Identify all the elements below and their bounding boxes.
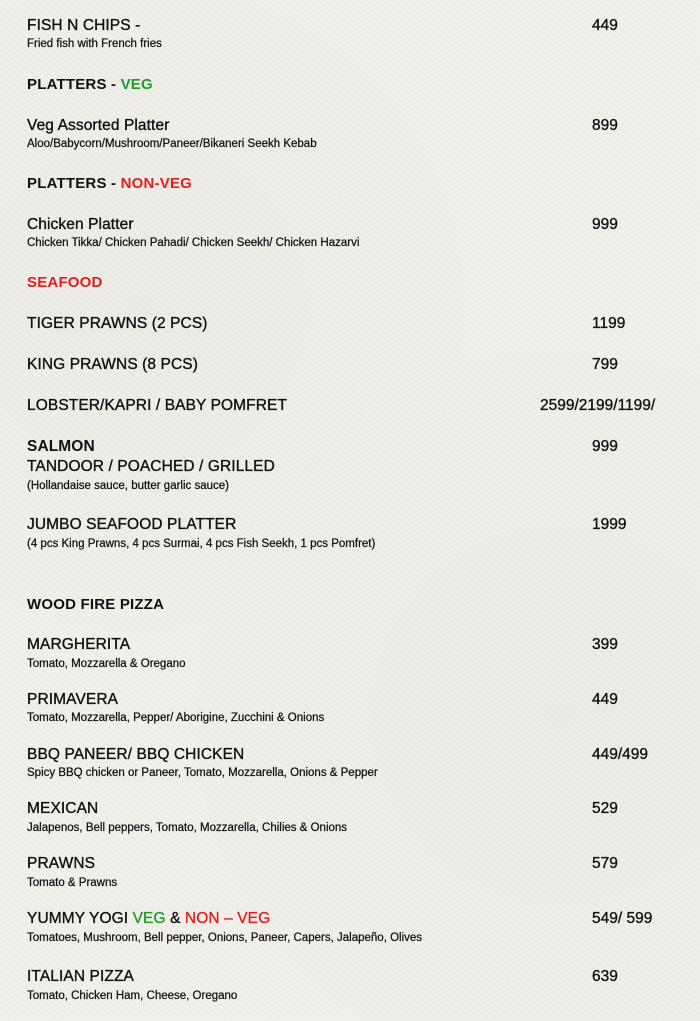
- section-heading-seafood: SEAFOOD: [27, 274, 103, 291]
- item-desc-bbq: Spicy BBQ chicken or Paneer, Tomato, Mozzarella, Onions & Pepper: [27, 767, 378, 779]
- item-desc-jumbo-seafood-platter: (4 pcs King Prawns, 4 pcs Surmai, 4 pcs Fish Seekh, 1 pcs Pomfret): [27, 538, 376, 550]
- item-desc-prawns: Tomato & Prawns: [27, 877, 118, 889]
- item-name-jumbo-seafood-platter: JUMBO SEAFOOD PLATTER: [27, 516, 237, 533]
- item-subname-salmon: TANDOOR / POACHED / GRILLED: [27, 458, 275, 475]
- item-desc-yummy-yogi: Tomatoes, Mushroom, Bell pepper, Onions, Paneer, Capers, Jalapeño, Olives: [27, 932, 423, 944]
- item-name-primavera: PRIMAVERA: [27, 691, 119, 708]
- item-name-mexican: MEXICAN: [27, 800, 99, 817]
- item-price-king-prawns: 799: [592, 356, 618, 373]
- section-prefix: PLATTERS -: [27, 76, 121, 93]
- item-price-prawns: 579: [592, 855, 618, 872]
- item-price-italian-pizza: 639: [592, 968, 618, 985]
- item-price-yummy-yogi: 549/ 599: [592, 910, 653, 927]
- item-price-mexican: 529: [592, 800, 618, 817]
- ampersand: &: [165, 910, 185, 927]
- item-desc-fish-n-chips: Fried fish with French fries: [27, 38, 162, 50]
- item-name-bbq: BBQ PANEER/ BBQ CHICKEN: [27, 746, 245, 763]
- section-heading-platters-nonveg: [27, 175, 192, 192]
- item-desc-italian-pizza: Tomato, Chicken Ham, Cheese, Oregano: [27, 990, 238, 1002]
- item-name-veg-assorted-platter: Veg Assorted Platter: [27, 117, 170, 134]
- item-desc-veg-assorted-platter: Aloo/Babycorn/Mushroom/Paneer/Bikaneri Seekh Kebab: [27, 138, 317, 150]
- section-prefix: PLATTERS -: [27, 175, 121, 192]
- item-desc-mexican: Jalapenos, Bell peppers, Tomato, Mozzarella, Chilies & Onions: [27, 822, 348, 834]
- item-price-lobster: 2599/2199/1199/: [540, 397, 656, 414]
- nonveg-label: NON – VEG: [184, 910, 271, 927]
- item-price-salmon: 999: [592, 438, 618, 455]
- item-price-bbq: 449/499: [592, 746, 649, 763]
- item-name-italian-pizza: ITALIAN PIZZA: [27, 968, 134, 985]
- item-name-yummy-yogi: [27, 910, 270, 928]
- item-name-king-prawns: KING PRAWNS (8 PCS): [27, 356, 198, 373]
- item-name-lobster: LOBSTER/KAPRI / BABY POMFRET: [27, 397, 288, 414]
- section-heading-platters-veg: [27, 76, 153, 93]
- item-price-jumbo-seafood-platter: 1999: [592, 516, 627, 533]
- nonveg-label: NON-VEG: [120, 175, 192, 192]
- item-price-tiger-prawns: 1199: [592, 315, 626, 332]
- item-price-primavera: 449: [592, 691, 618, 708]
- item-desc-salmon: (Hollandaise sauce, butter garlic sauce): [27, 480, 229, 492]
- item-name-chicken-platter: Chicken Platter: [27, 216, 134, 233]
- item-price-margherita: 399: [592, 636, 618, 653]
- section-heading-wood-fire-pizza: WOOD FIRE PIZZA: [27, 596, 165, 613]
- item-name-prawns: PRAWNS: [27, 855, 96, 872]
- item-name-salmon: SALMON: [27, 438, 95, 455]
- item-price-chicken-platter: 999: [592, 216, 618, 233]
- item-name-tiger-prawns: TIGER PRAWNS (2 PCS): [27, 315, 208, 332]
- item-desc-primavera: Tomato, Mozzarella, Pepper/ Aborigine, Zucchini & Onions: [27, 712, 325, 724]
- veg-label: VEG: [120, 76, 153, 93]
- item-name-margherita: MARGHERITA: [27, 636, 131, 653]
- item-desc-margherita: Tomato, Mozzarella & Oregano: [27, 658, 186, 670]
- item-name-fish-n-chips: FISH N CHIPS -: [27, 17, 141, 34]
- veg-label: VEG: [132, 910, 166, 927]
- item-price-veg-assorted-platter: 899: [592, 117, 618, 134]
- item-price-fish-n-chips: 449: [592, 17, 618, 34]
- yummy-yogi-label: YUMMY YOGI: [27, 910, 133, 927]
- item-desc-chicken-platter: Chicken Tikka/ Chicken Pahadi/ Chicken Seekh/ Chicken Hazarvi: [27, 237, 360, 249]
